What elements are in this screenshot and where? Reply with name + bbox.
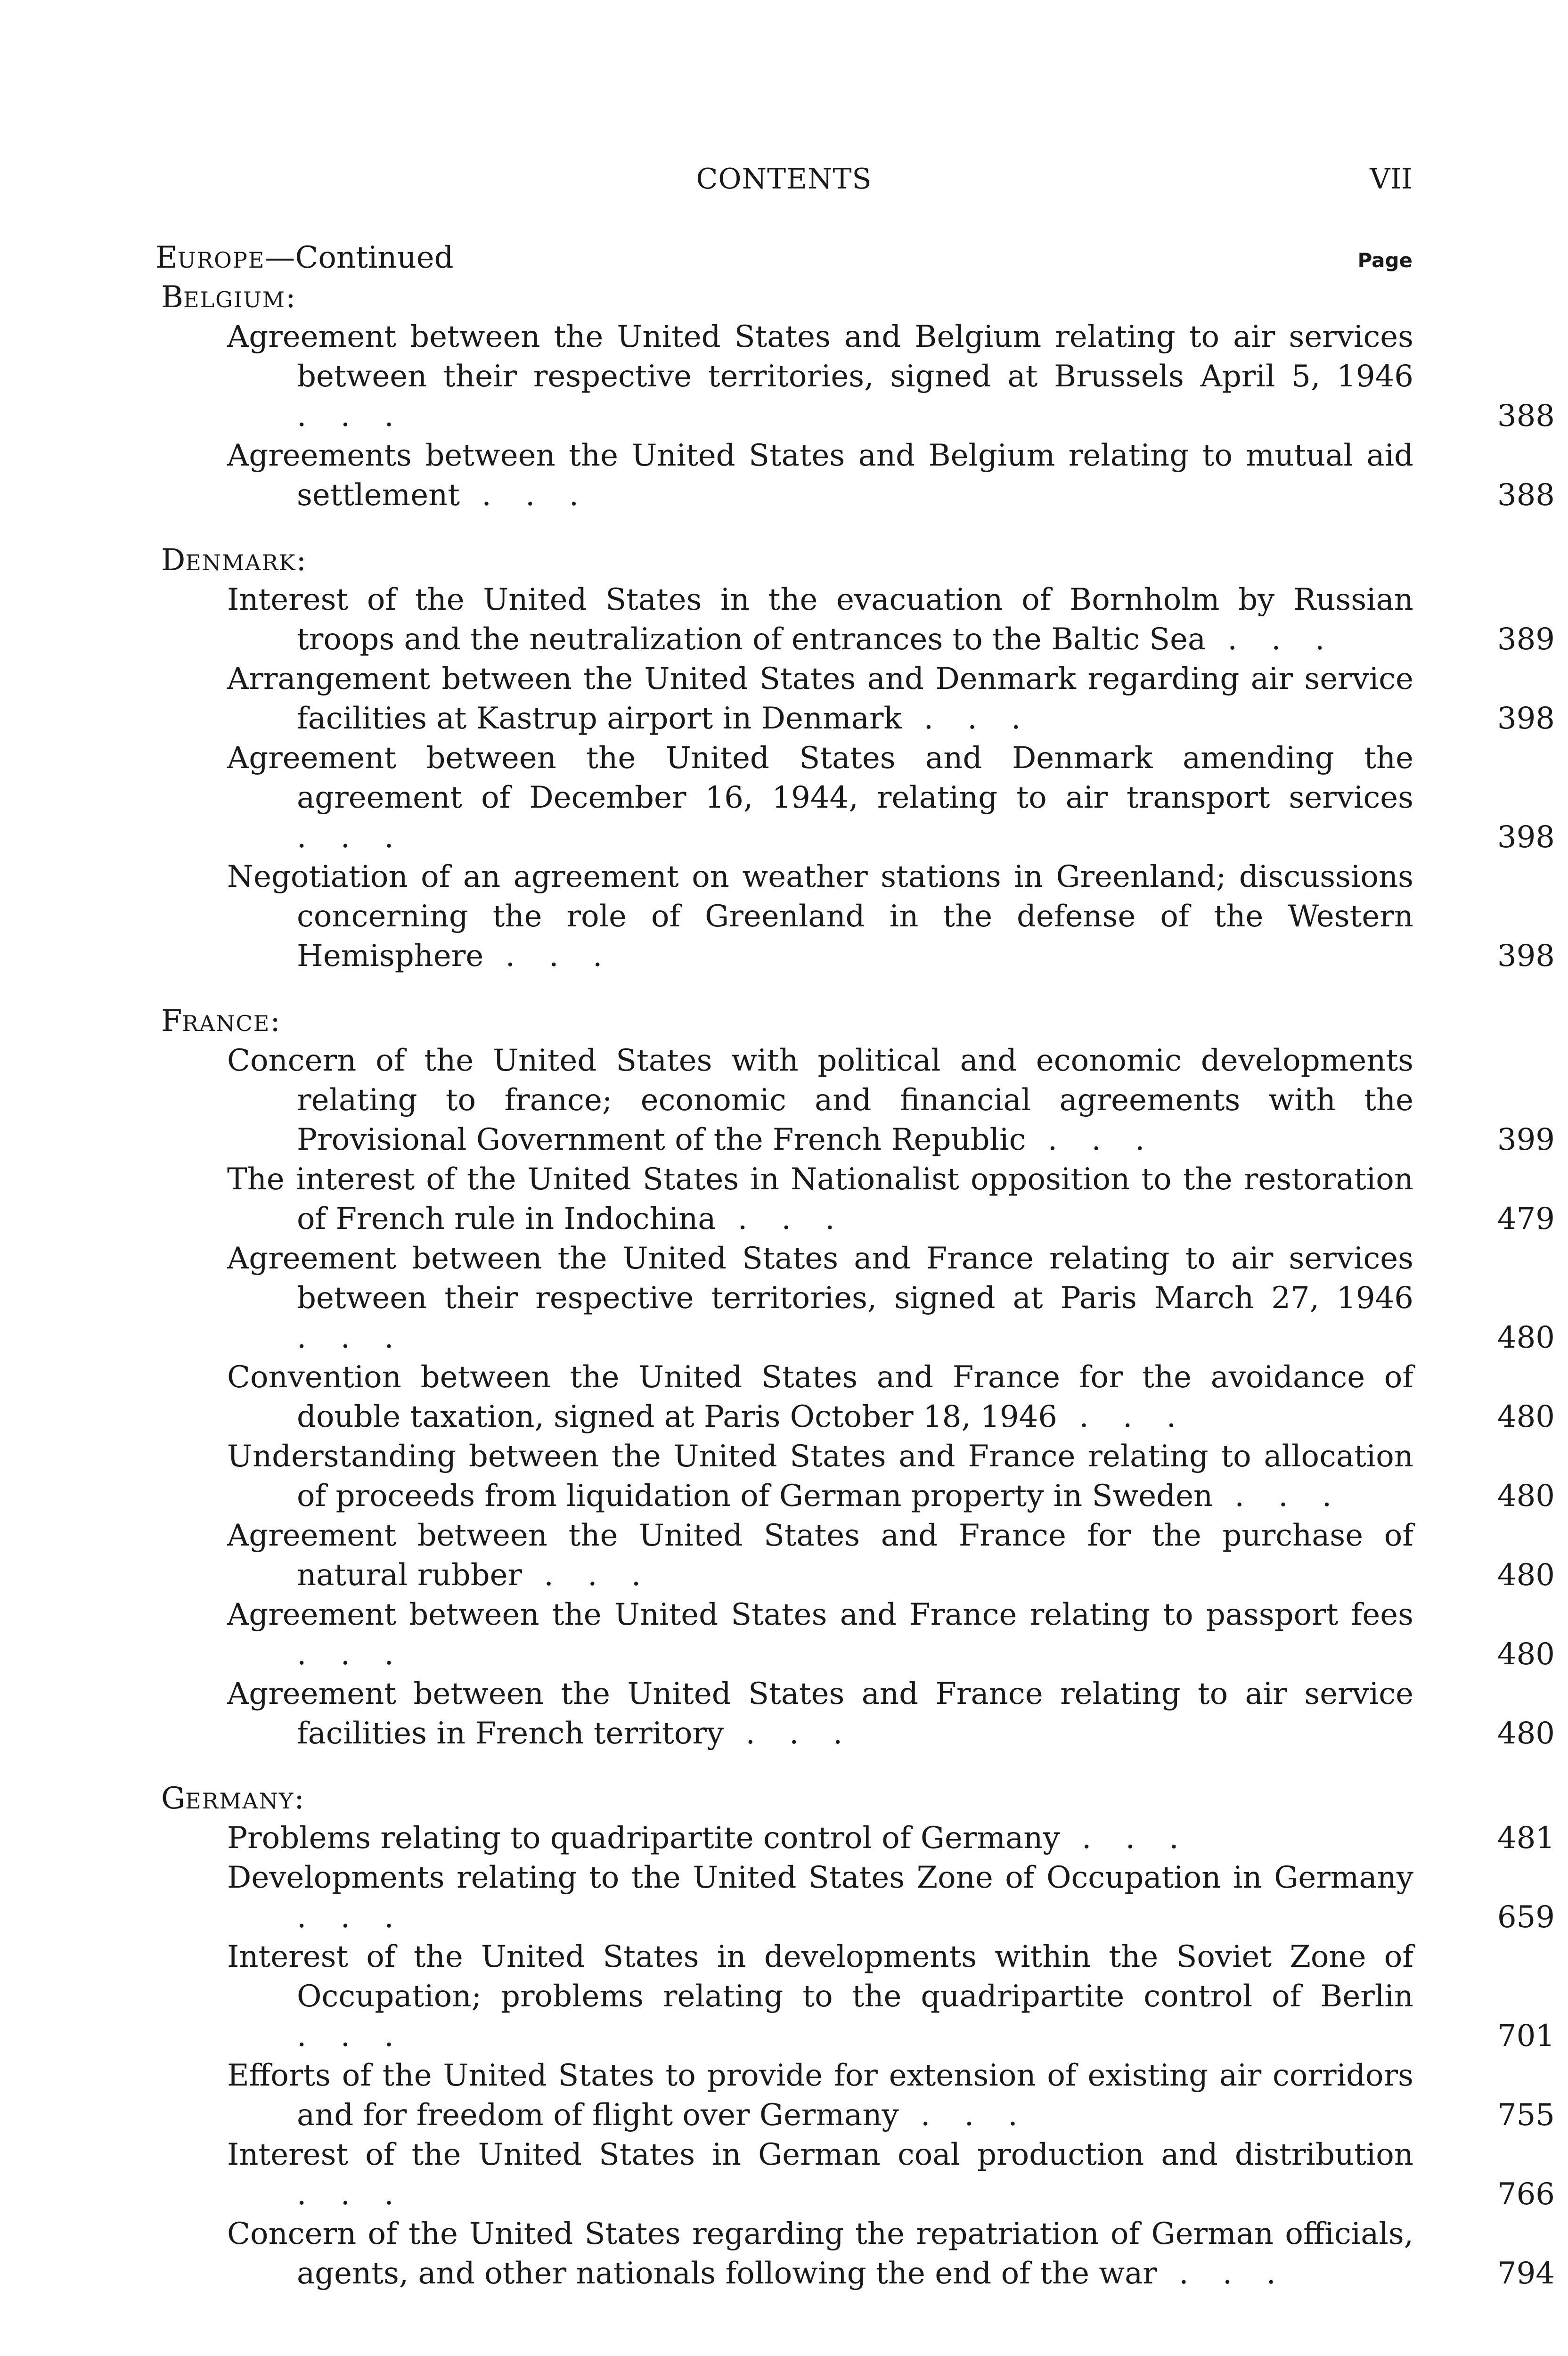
dot-leaders: . . . (1157, 2256, 1288, 2291)
entry-title: Interest of the United States in German coal production and distribution (227, 2137, 1413, 2172)
dot-leaders: . . . (1213, 1479, 1344, 1513)
entry-page-number: 481 (1497, 1821, 1555, 1856)
toc-entry (227, 436, 1555, 515)
dot-leaders: . . . (483, 939, 615, 973)
dot-leaders: . . . (297, 2019, 406, 2053)
entry-page-number: 399 (1497, 1122, 1555, 1157)
dot-leaders: . . . (297, 820, 406, 855)
entry-page-number: 388 (1497, 478, 1555, 513)
entry-page-number: 480 (1497, 1637, 1555, 1672)
dot-leaders: . . . (522, 1558, 653, 1593)
dot-leaders: . . . (297, 399, 406, 434)
entry-title: Agreement between the United States and France relating to air service facilities in French territory (227, 1677, 1413, 1751)
entry-title: Agreements between the United States and Belgium relating to mutual aid settlement (227, 438, 1413, 513)
entry-page-number: 755 (1497, 2098, 1555, 2133)
toc-entry (227, 857, 1555, 976)
dot-leaders: . . . (1206, 622, 1337, 657)
country-heading (155, 540, 1413, 580)
toc-entry (227, 1160, 1555, 1239)
table-of-contents (155, 238, 1555, 2293)
toc-entry (227, 1041, 1555, 1160)
country-colon: : (270, 1004, 280, 1039)
entry-title: Arrangement between the United States and Denmark regarding air service facilities at Kastrup airport in Denmark (227, 662, 1413, 736)
country-name-rest: ELGIUM (183, 287, 286, 312)
toc-entry (227, 2135, 1555, 2214)
running-title: CONTENTS (696, 163, 872, 196)
entry-title: Concern of the United States with political and economic developments relating to france; economic and financial agreements with the Provisional Government of the French Republic (227, 1043, 1413, 1157)
dot-leaders: . . . (902, 701, 1033, 736)
toc-entry (227, 2214, 1555, 2293)
entry-title: Agreement between the United States and France relating to passport fees (227, 1597, 1413, 1632)
entry-title: Interest of the United States in developments within the Soviet Zone of Occupation; problems relating to the quadripartite control of Berlin (227, 1939, 1413, 2014)
dot-leaders: . . . (1026, 1122, 1157, 1157)
toc-entry (227, 1595, 1555, 1674)
dot-leaders: . . . (1060, 1821, 1191, 1856)
entry-title: Agreement between the United States and France for the purchase of natural rubber (227, 1518, 1413, 1593)
region-continued: —Continued (265, 240, 454, 275)
toc-entry (227, 1674, 1555, 1753)
entry-page-number: 794 (1497, 2256, 1555, 2291)
entry-page-number: 480 (1497, 1320, 1555, 1355)
entry-page-number: 659 (1497, 1900, 1555, 1935)
entry-title: Agreement between the United States and France relating to air services between their respective territories, signed at Paris March 27, 1946 (227, 1241, 1413, 1316)
country-heading (155, 1779, 1413, 1818)
entry-title: Problems relating to quadripartite control of Germany (227, 1821, 1060, 1856)
entry-title: Agreement between the United States and Denmark amending the agreement of December 16, 1944, relating to air transport services (227, 741, 1413, 815)
entry-title: The interest of the United States in Nationalist opposition to the restoration of French rule in Indochina (227, 1162, 1413, 1236)
toc-entry (227, 2056, 1555, 2135)
entry-title: Understanding between the United States and France relating to allocation of proceeds from liquidation of German property in Sweden (227, 1439, 1413, 1513)
toc-entry (227, 1516, 1555, 1595)
country-name-rest: ERMANY (185, 1788, 294, 1814)
region-name-rest: UROPE (177, 247, 265, 273)
country-name-rest: ENMARK (185, 550, 296, 575)
entry-page-number: 480 (1497, 1558, 1555, 1593)
dot-leaders: . . . (1057, 1399, 1189, 1434)
toc-entry (227, 1858, 1555, 1937)
entry-title: Convention between the United States and France for the avoidance of double taxation, signed at Paris October 18, 1946 (227, 1360, 1413, 1434)
country-initial: G (161, 1781, 186, 1816)
dot-leaders: . . . (898, 2098, 1030, 2133)
entry-page-number: 389 (1497, 622, 1555, 657)
entry-page-number: 479 (1497, 1202, 1555, 1236)
toc-entry (227, 1818, 1555, 1858)
toc-entry (227, 738, 1555, 857)
entry-title: Efforts of the United States to provide for extension of existing air corridors and for freedom of flight over Germany (227, 2058, 1413, 2133)
entry-page-number: 480 (1497, 1399, 1555, 1434)
toc-entry (227, 1239, 1555, 1358)
toc-entry (227, 1437, 1555, 1516)
country-name-rest: RANCE (182, 1011, 270, 1036)
dot-leaders: . . . (297, 2177, 406, 2212)
dot-leaders: . . . (460, 478, 591, 513)
region-initial: E (155, 240, 178, 275)
entry-page-number: 388 (1497, 399, 1555, 434)
entry-page-number: 766 (1497, 2177, 1555, 2212)
country-initial: B (161, 280, 184, 315)
dot-leaders: . . . (297, 1900, 406, 1935)
country-colon: : (296, 543, 307, 578)
country-heading (155, 1001, 1413, 1041)
dot-leaders: . . . (297, 1320, 406, 1355)
entry-page-number: 480 (1497, 1716, 1555, 1751)
entry-page-number: 398 (1497, 701, 1555, 736)
entry-title: Developments relating to the United States Zone of Occupation in Germany (227, 1860, 1413, 1895)
toc-entry (227, 580, 1555, 659)
entry-title: Interest of the United States in the evacuation of Bornholm by Russian troops and the neutralization of entrances to the Baltic Sea (227, 582, 1413, 657)
dot-leaders: . . . (716, 1202, 847, 1236)
entry-title: Concern of the United States regarding the repatriation of German officials, agents, and other nationals following the end of the war (227, 2217, 1413, 2291)
region-heading (155, 238, 1413, 278)
toc-entry (227, 1358, 1555, 1437)
dot-leaders: . . . (724, 1716, 855, 1751)
country-initial: F (161, 1004, 182, 1039)
country-colon: : (294, 1781, 304, 1816)
toc-entry (227, 659, 1555, 738)
entry-page-number: 480 (1497, 1479, 1555, 1513)
page-column-label: Page (1357, 249, 1413, 272)
page-folio: VII (1370, 163, 1413, 196)
entry-page-number: 398 (1497, 820, 1555, 855)
entry-page-number: 701 (1497, 2019, 1555, 2053)
toc-entry (227, 1937, 1555, 2056)
entry-title: Negotiation of an agreement on weather stations in Greenland; discussions concerning the role of Greenland in the defense of the Western Hemisphere (227, 859, 1413, 973)
entry-page-number: 398 (1497, 939, 1555, 973)
country-heading (155, 278, 1413, 317)
entry-title: Agreement between the United States and Belgium relating to air services between their respective territories, signed at Brussels April 5, 1946 (227, 319, 1413, 394)
country-initial: D (161, 543, 186, 578)
dot-leaders: . . . (297, 1637, 406, 1672)
country-colon: : (285, 280, 296, 315)
toc-entry (227, 317, 1555, 436)
